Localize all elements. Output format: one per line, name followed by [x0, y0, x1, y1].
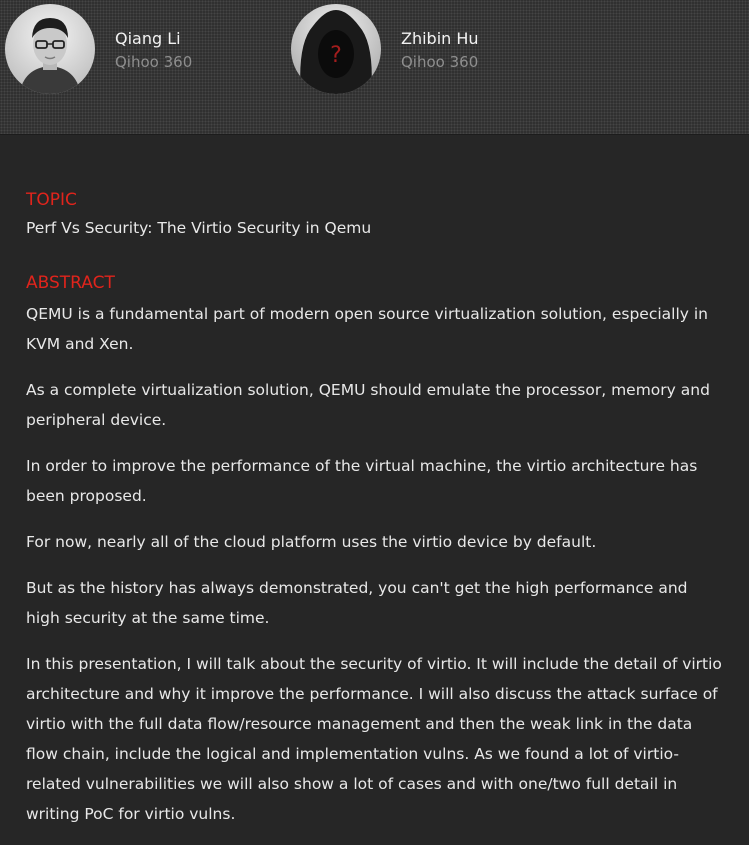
- speakers-header: [0, 0, 749, 135]
- abstract-paragraph: In this presentation, I will talk about the security of virtio. It will include the detail of virtio architecture and why it improve the performance. I will also discuss the attack surface of virtio with the full data flow/resource management and then the weak link in the data flow chain, include the logical and implementation vulns. As we found a lot of virtio-related vulnerabilities we will also show a lot of cases and with one/two full detail in writing PoC for virtio vulns.: [26, 655, 722, 823]
- speaker-name[interactable]: Qiang Li: [115, 29, 181, 48]
- abstract-paragraph: For now, nearly all of the cloud platform uses the virtio device by default.: [26, 533, 597, 551]
- hooded-question-mark-icon[interactable]: [291, 4, 381, 94]
- abstract-body: [26, 299, 726, 829]
- topic-heading: TOPIC: [26, 190, 77, 210]
- abstract-paragraph: As a complete virtualization solution, QEMU should emulate the processor, memory and peripheral device.: [26, 381, 710, 429]
- abstract-heading: ABSTRACT: [26, 273, 115, 293]
- question-mark-glyph: ?: [330, 43, 342, 68]
- person-photo-icon[interactable]: [5, 4, 95, 94]
- talk-details: [26, 188, 726, 845]
- abstract-paragraph: In order to improve the performance of the virtual machine, the virtio architecture has been proposed.: [26, 457, 698, 505]
- speaker-organization: Qihoo 360: [401, 53, 479, 71]
- speaker-organization: Qihoo 360: [115, 53, 193, 71]
- speaker-name[interactable]: Zhibin Hu: [401, 29, 479, 48]
- abstract-paragraph: But as the history has always demonstrated, you can't get the high performance and high security at the same time.: [26, 579, 688, 627]
- topic-text: Perf Vs Security: The Virtio Security in Qemu: [26, 219, 372, 237]
- abstract-paragraph: QEMU is a fundamental part of modern open source virtualization solution, especially in KVM and Xen.: [26, 305, 708, 353]
